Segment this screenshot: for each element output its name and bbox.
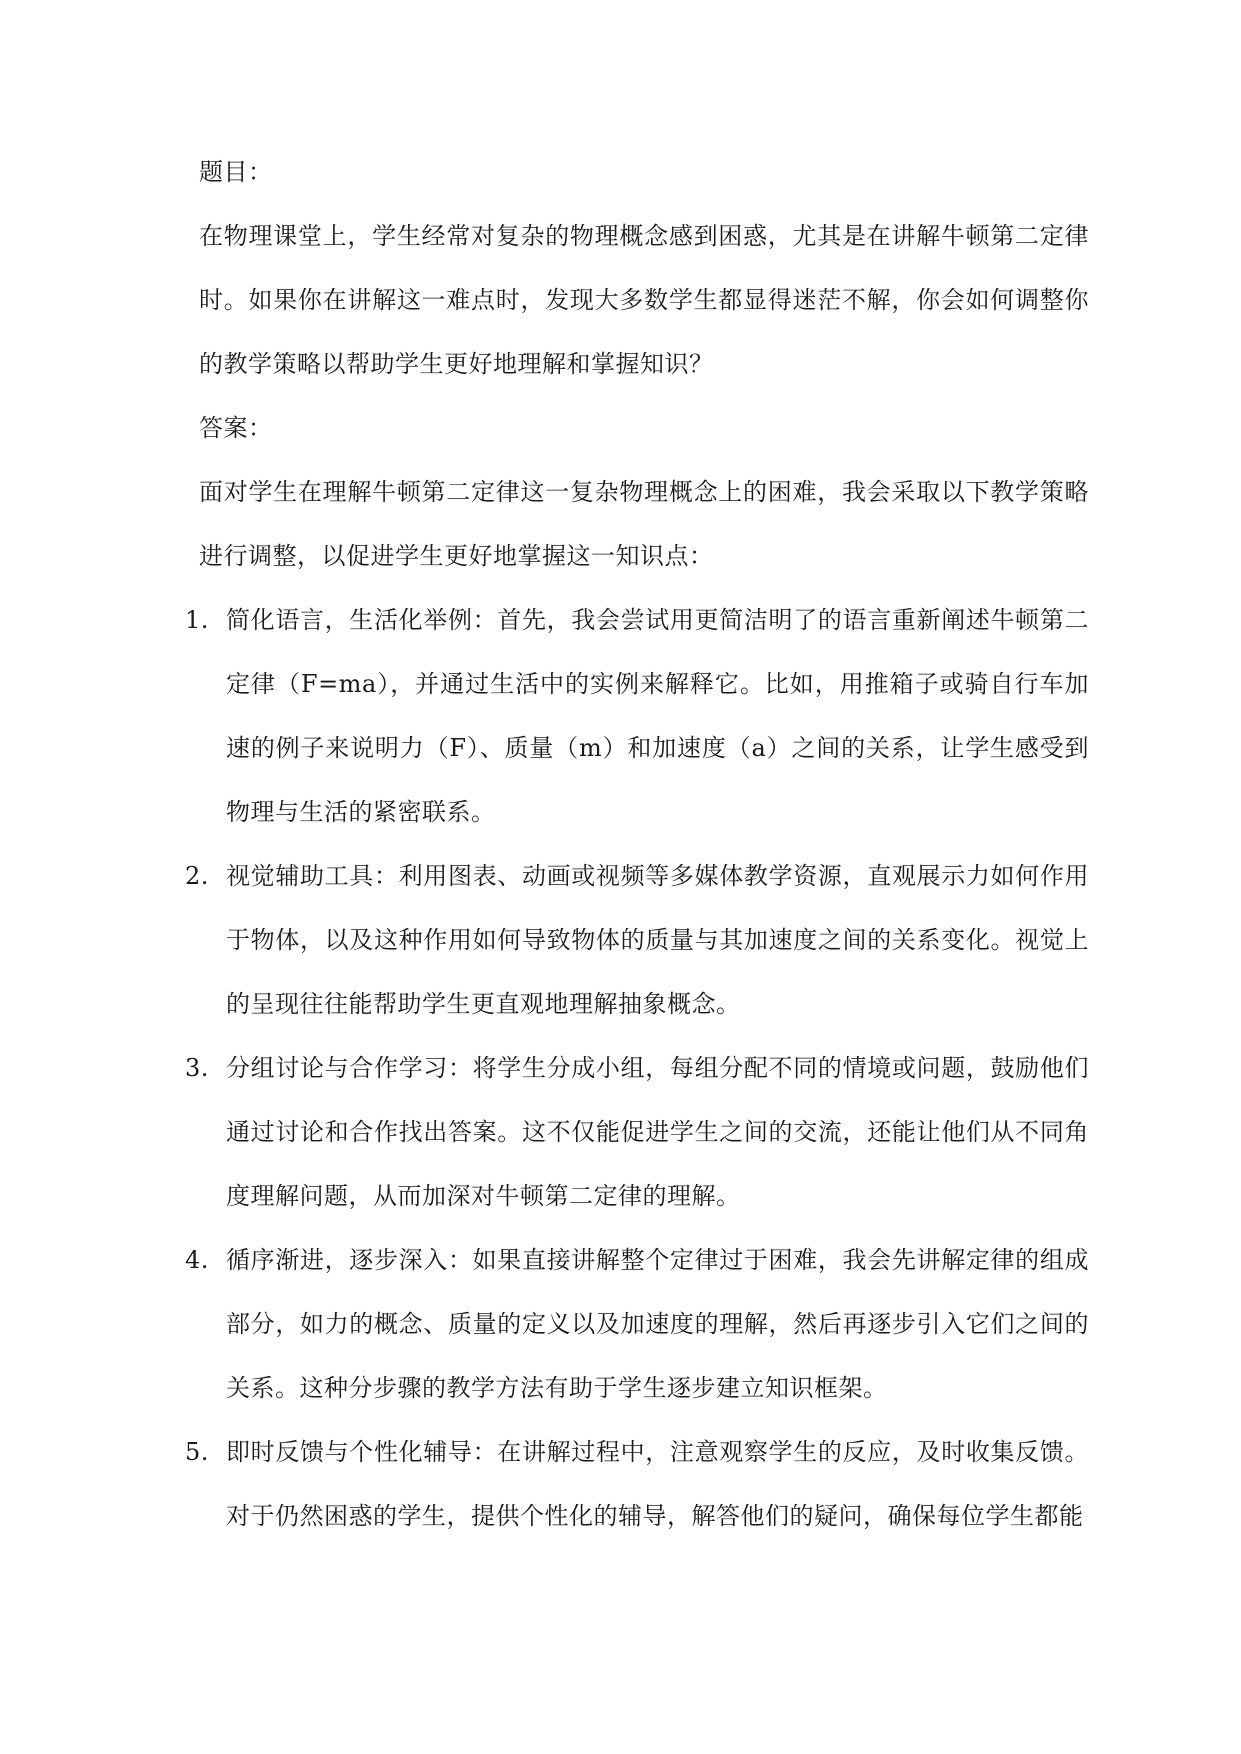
list-item-number: 1. [185, 606, 209, 634]
question-text: 在物理课堂上，学生经常对复杂的物理概念感到困惑，尤其是在讲解牛顿第二定律时。如果你在讲解这一难点时，发现大多数学生都显得迷茫不解，你会如何调整你的教学策略以帮助学生更好地理解和掌握知识？ [199, 222, 1089, 378]
list-item [185, 588, 1089, 844]
list-item-text: 分组讨论与合作学习：将学生分成小组，每组分配不同的情境或问题，鼓励他们通过讨论和合作找出答案。这不仅能促进学生之间的交流，还能让他们从不同角度理解问题，从而加深对牛顿第二定律的理解。 [226, 1054, 1089, 1210]
list-item-text: 循序渐进，逐步深入：如果直接讲解整个定律过于困难，我会先讲解定律的组成部分，如力的概念、质量的定义以及加速度的理解，然后再逐步引入它们之间的关系。这种分步骤的教学方法有助于学生逐步建立知识框架。 [226, 1246, 1089, 1402]
answer-intro: 面对学生在理解牛顿第二定律这一复杂物理概念上的困难，我会采取以下教学策略进行调整，以促进学生更好地掌握这一知识点： [199, 478, 1089, 570]
list-item-number: 3. [185, 1054, 209, 1082]
document-content [185, 140, 1089, 1548]
answer-heading: 答案： [199, 414, 273, 442]
list-item-text: 即时反馈与个性化辅导：在讲解过程中，注意观察学生的反应，及时收集反馈。对于仍然困惑的学生，提供个性化的辅导，解答他们的疑问，确保每位学生都能 [226, 1438, 1089, 1530]
list-item-text: 简化语言，生活化举例：首先，我会尝试用更简洁明了的语言重新阐述牛顿第二定律（F=ma），并通过生活中的实例来解释它。比如，用推箱子或骑自行车加速的例子来说明力（F）、质量（m）和加速度（a）之间的关系，让学生感受到物理与生活的紧密联系。 [226, 606, 1089, 826]
list-item-text: 视觉辅助工具：利用图表、动画或视频等多媒体教学资源，直观展示力如何作用于物体，以及这种作用如何导致物体的质量与其加速度之间的关系变化。视觉上的呈现往往能帮助学生更直观地理解抽象概念。 [226, 862, 1089, 1018]
list-item [185, 844, 1089, 1036]
question-heading: 题目： [199, 158, 273, 186]
strategy-list [185, 588, 1089, 1548]
list-item [185, 1228, 1089, 1420]
list-item-number: 5. [185, 1438, 209, 1466]
list-item-number: 4. [185, 1246, 209, 1274]
list-item [185, 1036, 1089, 1228]
list-item-number: 2. [185, 862, 209, 890]
list-item [185, 1420, 1089, 1548]
